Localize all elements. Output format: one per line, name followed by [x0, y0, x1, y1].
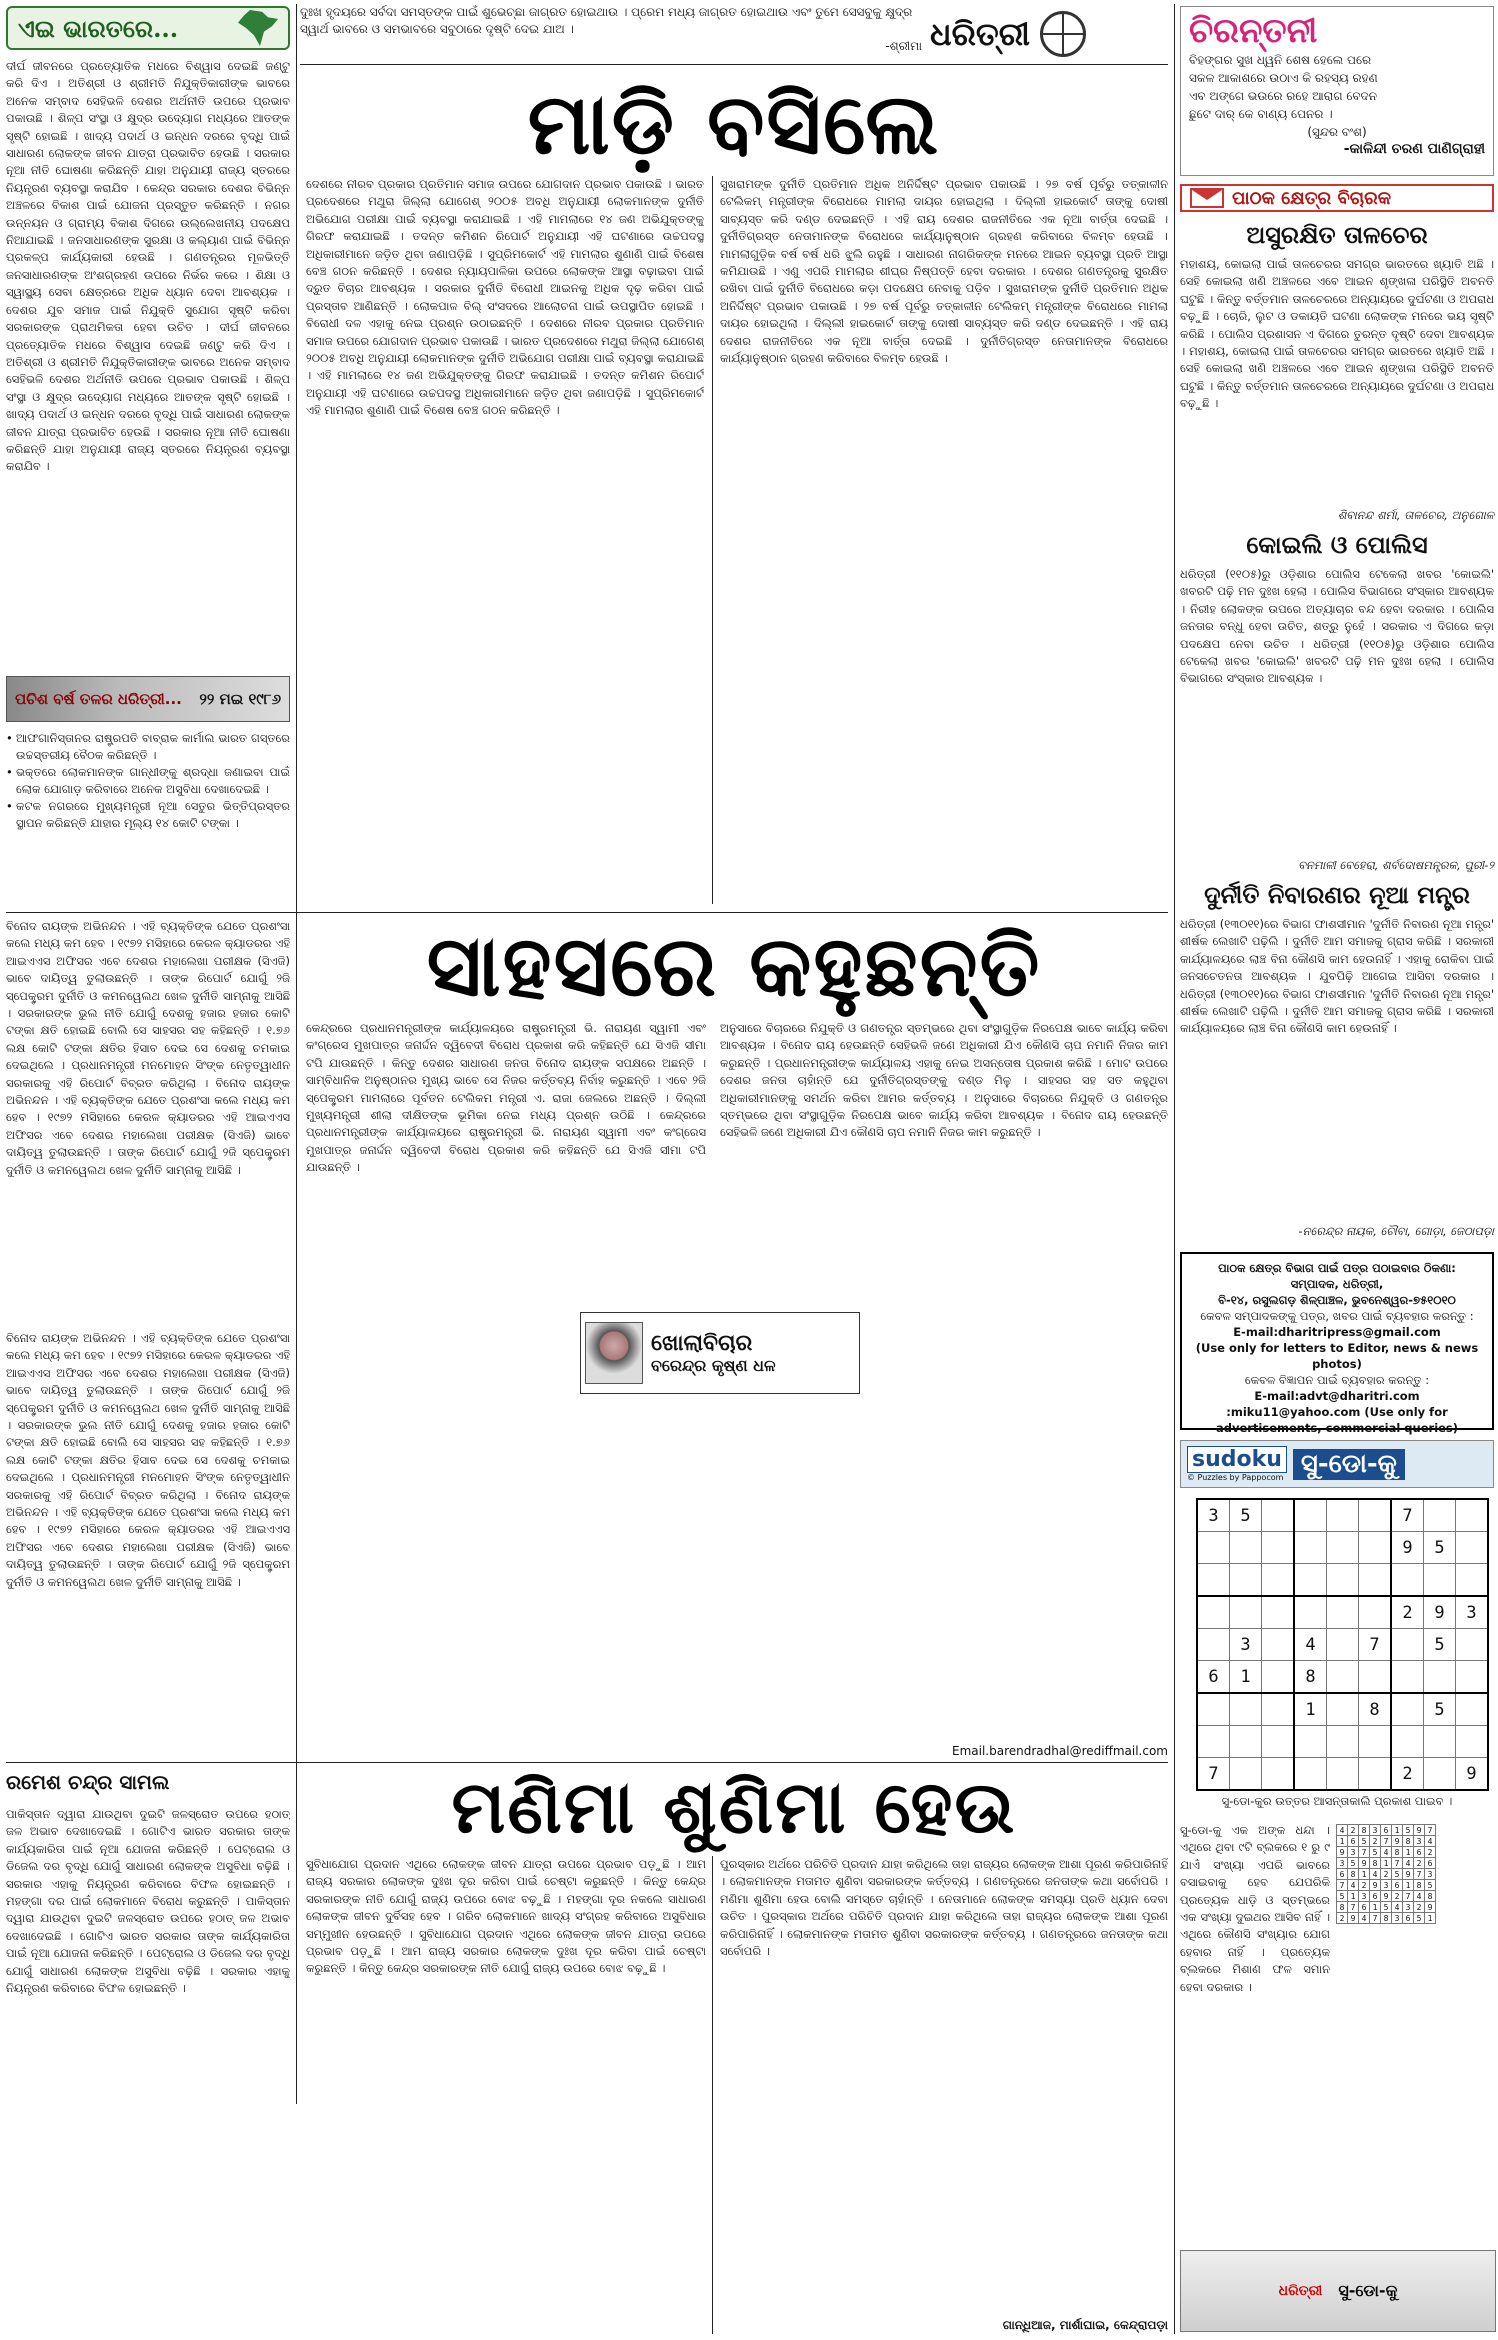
sudoku-cell[interactable] — [1262, 1758, 1295, 1791]
sudoku-cell[interactable]: 6 — [1197, 1661, 1230, 1694]
flashback-label: ପଚିଶ ବର୍ଷ ତଳର ଧରିତ୍ରୀ... — [15, 690, 182, 708]
answer-cell: 9 — [1403, 1869, 1414, 1880]
sudoku-row — [1197, 1758, 1488, 1791]
article2-col1-cont: ବିନୋଦ ରାୟଙ୍କ ଅଭିନନ୍ଦନ । ଏହି ବ୍ୟକ୍ତିଙ୍କ ଯେତେ ପ୍ରଶଂସା କଲେ ମଧ୍ୟ କମ ହେବ । ୧୯୭୨ ମସିହାରେ କେରଳ କ୍ୟାଡରର ଏହି ଆଇଏଏସ ଅଫିସର ଏବେ ଦେଶର ମହାଲେଖା ପରୀକ୍ଷକ (ସିଏଜି) ଭାବେ ଦାୟିତ୍ୱ ତୁଲାଉଛନ୍ତି । ତାଙ୍କ ରିପୋର୍ଟ ଯୋଗୁଁ ୨ଜି ସ୍ପେକ୍ଟ୍ରମ ଦୁର୍ନୀତି ଓ କମନୱେଲଥ ଖେଳ ଦୁର୍ନୀତି ସାମ୍ନାକୁ ଆସିଛି । ସରକାରଙ୍କ ଭୁଲ ନୀତି ଯୋଗୁଁ ଦେଶକୁ ହଜାର ହଜାର କୋଟି ଟଙ୍କା କ୍ଷତି ହୋଇଛି ବୋଲି ସେ ସାହସର ସହ କହିଛନ୍ତି । ୧.୭୬ ଲକ୍ଷ କୋଟି ଟଙ୍କା କ୍ଷତିର ହିସାବ ଦେଇ ସେ ଦେଶକୁ ଚମକାଇ ଦେଇଥିଲେ । ପ୍ରଧାନମନ୍ତ୍ରୀ ମନମୋହନ ସିଂଙ୍କ ନେତୃତ୍ୱାଧୀନ ସରକାରକୁ ଏହି ରିପୋର୍ଟ ବିବ୍ରତ କରିଥିଲା । ବିନୋଦ ରାୟଙ୍କ ଅଭିନନ୍ଦନ । ଏହି ବ୍ୟକ୍ତିଙ୍କ ଯେତେ ପ୍ରଶଂସା କଲେ ମଧ୍ୟ କମ ହେବ । ୧୯୭୨ ମସିହାରେ କେରଳ କ୍ୟାଡରର ଏହି ଆଇଏଏସ ଅଫିସର ଏବେ ଦେଶର ମହାଲେଖା ପରୀକ୍ଷକ (ସିଏଜି) ଭାବେ ଦାୟିତ୍ୱ ତୁଲାଉଛନ୍ତି । ତାଙ୍କ ରିପୋର୍ଟ ଯୋଗୁଁ ୨ଜି ସ୍ପେକ୍ଟ୍ରମ ଦୁର୍ନୀତି ଓ କମନୱେଲଥ ଖେଳ ଦୁର୍ନୀତି ସାମ୍ନାକୁ ଆସିଛି । — [6, 1331, 290, 1589]
sudoku-cell[interactable] — [1456, 1661, 1489, 1694]
contact-line: ପାଠକ କ୍ଷେତ୍ର ବିଭାଗ ପାଇଁ ପତ୍ର ପଠାଇବାର ଠିକଣା: — [1218, 1261, 1456, 1275]
sudoku-cell[interactable] — [1262, 1693, 1295, 1726]
quote-box — [300, 4, 922, 62]
sudoku-row — [1197, 1629, 1488, 1661]
answer-cell: 6 — [1359, 1902, 1370, 1913]
answer-cell: 5 — [1381, 1902, 1392, 1913]
sudoku-row — [1197, 1499, 1488, 1532]
answer-cell: 7 — [1348, 1902, 1359, 1913]
answer-cell: 2 — [1381, 1869, 1392, 1880]
sudoku-cell[interactable] — [1391, 1693, 1424, 1726]
answer-cell: 3 — [1403, 1902, 1414, 1913]
poem-author: -କାଳିନ୍ଦୀ ଚରଣ ପାଣିଗ୍ରାହୀ — [1343, 141, 1485, 157]
contact-email[interactable]: E-mail:dharitripress@gmail.com — [1233, 1325, 1441, 1339]
answer-cell: 5 — [1392, 1869, 1403, 1880]
answer-cell: 5 — [1370, 1847, 1381, 1858]
letter2-title: କୋଇଲି ଓ ପୋଲିସ — [1246, 530, 1428, 559]
answer-cell: 1 — [1337, 1836, 1348, 1847]
main-headline: ମାଡ଼ି ବସିଲେ — [527, 74, 941, 173]
sudoku-row — [1337, 1880, 1436, 1891]
answer-cell: 3 — [1392, 1913, 1403, 1924]
sudoku-cell[interactable]: 9 — [1391, 1532, 1424, 1564]
sudoku-cell[interactable]: 5 — [1424, 1532, 1456, 1564]
section-banner — [6, 6, 290, 50]
answer-cell: 1 — [1348, 1891, 1359, 1902]
sudoku-cell[interactable] — [1327, 1596, 1359, 1629]
answer-cell: 6 — [1370, 1891, 1381, 1902]
chirantani-title: ଚିରନ୍ତନୀ — [1189, 11, 1318, 51]
sudoku-cell[interactable] — [1327, 1532, 1359, 1564]
sudoku-cell[interactable]: 1 — [1230, 1661, 1262, 1694]
letter3-sign: -ନରେନ୍ଦ୍ର ନାୟକ, ଚୌବା, ଗୋଡ଼ା, ଜେଠାପଡ଼ା — [1298, 1224, 1494, 1238]
sudoku-cell[interactable]: 7 — [1359, 1629, 1392, 1661]
sudoku-cell[interactable] — [1262, 1629, 1295, 1661]
sudoku-cell[interactable] — [1359, 1661, 1392, 1694]
answer-cell: 7 — [1381, 1836, 1392, 1847]
sudoku-cell[interactable] — [1456, 1629, 1489, 1661]
sudoku-cell[interactable] — [1294, 1532, 1327, 1564]
sudoku-cell[interactable] — [1424, 1661, 1456, 1694]
pathaka-band — [1180, 184, 1494, 212]
answer-cell: 6 — [1414, 1847, 1425, 1858]
sudoku-header — [1180, 1440, 1494, 1488]
sudoku-row — [1337, 1902, 1436, 1913]
col3-article: ସୁଖରାମଙ୍କ ଦୁର୍ନୀତି ପ୍ରତିମାନ ଅଧିକ ଅନିର୍ଦ୍ଦିଷ୍ଟ ପ୍ରଭାବ ପକାଉଛି । ୨୭ ବର୍ଷ ପୂର୍ବରୁ ତତ୍କାଳୀନ ଟେଲିକମ୍ ମନ୍ତ୍ରୀଙ୍କ ବିରୋଧରେ ମାମଲା ଦାୟର ହୋଇଥିଲା । ଦିଲ୍ଲୀ ହାଇକୋର୍ଟ ତାଙ୍କୁ ଦୋଷୀ ସାବ୍ୟସ୍ତ କରି ଦଣ୍ଡ ଦେଇଛନ୍ତି । ଏହି ରାୟ ଦେଶର ରାଜନୀତିରେ ଏକ ନୂଆ ବାର୍ତ୍ତା ଦେଇଛି । ଦୁର୍ନୀତିଗ୍ରସ୍ତ ନେତାମାନଙ୍କ ବିରୋଧରେ କାର୍ଯ୍ୟାନୁଷ୍ଠାନ ଗ୍ରହଣ କରିବାରେ ବିଳମ୍ବ ହେଉଛି । ମାମଲାଗୁଡ଼ିକ ବର୍ଷ ବର୍ଷ ଧରି ଝୁଲି ରହୁଛି । ସାଧାରଣ ନାଗରିକଙ୍କ ମନରେ ଆଇନ ବ୍ୟବସ୍ଥା ପ୍ରତି ଆସ୍ଥା କମିଯାଉଛି । ଏଣୁ ଏପରି ମାମଲାର ଶୀଘ୍ର ନିଷ୍ପତ୍ତି ହେବା ଦରକାର । ଦେଶର ଗଣତନ୍ତ୍ରକୁ ସୁରକ୍ଷିତ ରଖିବା ପାଇଁ ଦୁର୍ନୀତି ବିରୋଧରେ କଡ଼ା ପଦକ୍ଷେପ ନେବାକୁ ପଡ଼ିବ । ସୁଖରାମଙ୍କ ଦୁର୍ନୀତି ପ୍ରତିମାନ ଅଧିକ ଅନିର୍ଦ୍ଦିଷ୍ଟ ପ୍ରଭାବ ପକାଉଛି । ୨୭ ବର୍ଷ ପୂର୍ବରୁ ତତ୍କାଳୀନ ଟେଲିକମ୍ ମନ୍ତ୍ରୀଙ୍କ ବିରୋଧରେ ମାମଲା ଦାୟର ହୋଇଥିଲା । ଦିଲ୍ଲୀ ହାଇକୋର୍ଟ ତାଙ୍କୁ ଦୋଷୀ ସାବ୍ୟସ୍ତ କରି ଦଣ୍ଡ ଦେଇଛନ୍ତି । ଏହି ରାୟ ଦେଶର ରାଜନୀତିରେ ଏକ ନୂଆ ବାର୍ତ୍ତା ଦେଇଛି । ଦୁର୍ନୀତିଗ୍ରସ୍ତ ନେତାମାନଙ୍କ ବିରୋଧରେ କାର୍ଯ୍ୟାନୁଷ୍ଠାନ ଗ୍ରହଣ କରିବାରେ ବିଳମ୍ବ ହେଉଛି । — [720, 177, 1168, 366]
sudoku-cell[interactable]: 7 — [1197, 1758, 1230, 1791]
letter1-title: ଅସୁରକ୍ଷିତ ତାଳଚେର — [1246, 220, 1428, 249]
poem-line: ବିହଙ୍ଗର ସୁଖ ଧ୍ୱନି ଶେଷ ହେଲେ ପରେ — [1189, 53, 1372, 67]
letter3-body: ଧରିତ୍ରୀ (୧୩୦୧୧)ରେ ବିଭାଗ ଫାଶସୀମାନ 'ଦୁର୍ନୀତି ନିବାରଣ ନୂଆ ମନ୍ତ୍ର' ଶୀର୍ଷକ ଲେଖାଟି ପଢ଼ିଲି । ଦୁର୍ନୀତି ଆମ ସମାଜକୁ ଗ୍ରାସ କରିଛି । ସରକାରୀ କାର୍ଯ୍ୟାଳୟରେ ଲାଞ୍ଚ ବିନା କୌଣସି କାମ ହେଉନାହିଁ । ଏହାକୁ ରୋକିବା ପାଇଁ ଜନସଚେତନତା ଆବଶ୍ୟକ । ଯୁବପିଢ଼ି ଆଗେଇ ଆସିବା ଦରକାର । ଧରିତ୍ରୀ (୧୩୦୧୧)ରେ ବିଭାଗ ଫାଶସୀମାନ 'ଦୁର୍ନୀତି ନିବାରଣ ନୂଆ ମନ୍ତ୍ର' ଶୀର୍ଷକ ଲେଖାଟି ପଢ଼ିଲି । ଦୁର୍ନୀତି ଆମ ସମାଜକୁ ଗ୍ରାସ କରିଛି । ସରକାରୀ କାର୍ଯ୍ୟାଳୟରେ ଲାଞ୍ଚ ବିନା କୌଣସି କାମ ହେଉନାହିଁ । — [1180, 917, 1494, 1036]
answer-cell: 5 — [1337, 1891, 1348, 1902]
answer-cell: 4 — [1403, 1858, 1414, 1869]
sudoku-cell[interactable]: 3 — [1230, 1629, 1262, 1661]
sudoku-cell[interactable] — [1294, 1499, 1327, 1532]
paper-name: ଧରିତ୍ରୀ — [930, 14, 1030, 53]
sudoku-cell[interactable] — [1456, 1532, 1489, 1564]
answer-cell: 6 — [1403, 1913, 1414, 1924]
answer-cell: 8 — [1414, 1880, 1425, 1891]
answer-cell: 8 — [1381, 1913, 1392, 1924]
answer-cell: 3 — [1414, 1836, 1425, 1847]
sudoku-cell[interactable] — [1359, 1564, 1392, 1597]
flashback-list — [6, 730, 290, 910]
sudoku-rules: ସୁ-ଡୋ-କୁ ଏକ ଅଙ୍କ ଧନ୍ଦା । ଏଥିରେ ଥିବା ୯ଟି ବ୍ଲକରେ ୧ ରୁ ୯ ଯାଏଁ ସଂଖ୍ୟା ଏପରି ଭାବରେ ବସାଇବାକୁ ହେବ ଯେପରିକି ପ୍ରତ୍ୟେକ ଧାଡ଼ି ଓ ସ୍ତମ୍ଭରେ ଏକ ସଂଖ୍ୟା ଦୁଇଥର ଆସିବ ନାହିଁ । ଏଥିରେ କୌଣସି ସଂଖ୍ୟାର ଯୋଗ ହେବାର ନାହିଁ । ପ୍ରତ୍ୟେକ ବ୍ଲକରେ ମିଶାଣ ଫଳ ସମାନ ହେବା ଦରକାର । — [1180, 1823, 1330, 1994]
wheel-icon — [1040, 11, 1086, 57]
letter2-sign: ବନମାଳୀ ବେହେରା, ଶର୍ବଦୋଷମନ୍ତ୍ରକ, ପୁରୀ-୨ — [1298, 858, 1494, 872]
sudoku-cell[interactable] — [1359, 1758, 1392, 1791]
sudoku-cell[interactable] — [1327, 1758, 1359, 1791]
answer-cell: 8 — [1403, 1836, 1414, 1847]
answer-cell: 5 — [1425, 1880, 1436, 1891]
sudoku-cell[interactable]: 5 — [1424, 1629, 1456, 1661]
answer-cell: 2 — [1348, 1825, 1359, 1836]
sudoku-cell[interactable] — [1327, 1564, 1359, 1597]
sudoku-cell[interactable]: 1 — [1294, 1693, 1327, 1726]
sudoku-cell[interactable] — [1327, 1726, 1359, 1758]
sudoku-cell[interactable] — [1262, 1532, 1295, 1564]
sudoku-cell[interactable] — [1359, 1726, 1392, 1758]
sudoku-cell[interactable] — [1456, 1564, 1489, 1597]
contact-line: (Use only for letters to Editor, news & news photos) — [1195, 1341, 1479, 1371]
answer-cell: 4 — [1359, 1913, 1370, 1924]
answer-cell: 3 — [1370, 1825, 1381, 1836]
sudoku-row — [1197, 1661, 1488, 1694]
article2-col3: ଅନୁସାରେ ବିଚାରରେ ନିଯୁକ୍ତି ଓ ଗଣତନ୍ତ୍ର ସ୍ତମ୍ଭରେ ଥିବା ସଂସ୍ଥାଗୁଡ଼ିକ ନିରପେକ୍ଷ ଭାବେ କାର୍ଯ୍ୟ କରିବା ଆବଶ୍ୟକ । ବିନୋଦ ରାୟ ହେଉଛନ୍ତି ସେହିଭଳି ଜଣେ ଅଧିକାରୀ ଯିଏ କୌଣସି ଚାପ ନମାନି ନିଜର କାମ କରୁଛନ୍ତି । ପ୍ରଧାନମନ୍ତ୍ରୀଙ୍କ କାର୍ଯ୍ୟାଳୟ ଏହାକୁ ନେଇ ଅସନ୍ତୋଷ ପ୍ରକାଶ କରିଛି । ମୋଟ ଉପରେ ଦେଶର ଜନତା ଚାହାଁନ୍ତି ଯେ ଦୁର୍ନୀତିଗ୍ରସ୍ତଙ୍କୁ ଦଣ୍ଡ ମିଳୁ । ସାହସର ସହ ସତ କହୁଥିବା ଅଧିକାରୀମାନଙ୍କୁ ସମର୍ଥନ କରିବା ଆମର କର୍ତ୍ତବ୍ୟ । ଅନୁସାରେ ବିଚାରରେ ନିଯୁକ୍ତି ଓ ଗଣତନ୍ତ୍ର ସ୍ତମ୍ଭରେ ଥିବା ସଂସ୍ଥାଗୁଡ଼ିକ ନିରପେକ୍ଷ ଭାବେ କାର୍ଯ୍ୟ କରିବା ଆବଶ୍ୟକ । ବିନୋଦ ରାୟ ହେଉଛନ୍ତି ସେହିଭଳି ଜଣେ ଅଧିକାରୀ ଯିଏ କୌଣସି ଚାପ ନମାନି ନିଜର କାମ କରୁଛନ୍ତି । — [720, 1021, 1168, 1140]
article3-dateline: ଗାନ୍ଧିଆଜ, ମାର୍ଶାଘାଇ, କେନ୍ଦ୍ରାପଡ଼ା — [1002, 2318, 1168, 2332]
answer-cell: 1 — [1425, 1913, 1436, 1924]
answer-cell: 9 — [1337, 1847, 1348, 1858]
sudoku-cell[interactable]: 5 — [1230, 1499, 1262, 1532]
sudoku-cell[interactable] — [1294, 1726, 1327, 1758]
sudoku-row — [1197, 1596, 1488, 1629]
author-photo — [585, 1322, 643, 1384]
answer-cell: 6 — [1381, 1825, 1392, 1836]
sudoku-cell[interactable] — [1262, 1661, 1295, 1694]
sudoku-brand-sub: © Puzzles by Pappocom — [1187, 1473, 1284, 1482]
answer-cell: 9 — [1425, 1902, 1436, 1913]
sudoku-cell[interactable] — [1424, 1758, 1456, 1791]
answer-cell: 7 — [1392, 1858, 1403, 1869]
sudoku-answer-wrap — [1336, 1824, 1436, 1924]
sudoku-cell[interactable]: 2 — [1391, 1758, 1424, 1791]
answer-cell: 2 — [1370, 1836, 1381, 1847]
sudoku-row — [1197, 1693, 1488, 1726]
paper-logo — [930, 4, 1145, 64]
article2-col2: କେନ୍ଦ୍ରରେ ପ୍ରଧାନମନ୍ତ୍ରୀଙ୍କ କାର୍ଯ୍ୟାଳୟରେ ରାଷ୍ଟ୍ରମନ୍ତ୍ରୀ ଭି. ନାରାୟଣ ସ୍ୱାମୀ ଏବଂ କଂଗ୍ରେସ ମୁଖପାତ୍ର ଜନାର୍ଦ୍ଦନ ଦ୍ୱିବେଦୀ ବିରୋଧ ପ୍ରକାଶ କରି କହିଛନ୍ତି ଯେ ସିଏଜି ସୀମା ଟପି ଯାଉଛନ୍ତି । କିନ୍ତୁ ଦେଶର ସାଧାରଣ ଜନତା ବିନୋଦ ରାୟଙ୍କ ସପକ୍ଷରେ ଅଛନ୍ତି । ସାମ୍ବିଧାନିକ ଅନୁଷ୍ଠାନର ମୁଖ୍ୟ ଭାବେ ସେ ନିଜର କର୍ତ୍ତବ୍ୟ ନିର୍ବାହ କରୁଛନ୍ତି । ଏବେ ୨ଜି ସ୍ପେକ୍ଟ୍ରମ ମାମଲାରେ ପୂର୍ବତନ ଟେଲିକମ ମନ୍ତ୍ରୀ ଏ. ରାଜା ଜେଲରେ ଅଛନ୍ତି । ଦିଲ୍ଲୀ ମୁଖ୍ୟମନ୍ତ୍ରୀ ଶୀଲା ଦୀକ୍ଷିତଙ୍କ ଭୂମିକା ନେଇ ମଧ୍ୟ ପ୍ରଶ୍ନ ଉଠିଛି । କେନ୍ଦ୍ରରେ ପ୍ରଧାନମନ୍ତ୍ରୀଙ୍କ କାର୍ଯ୍ୟାଳୟରେ ରାଷ୍ଟ୍ରମନ୍ତ୍ରୀ ଭି. ନାରାୟଣ ସ୍ୱାମୀ ଏବଂ କଂଗ୍ରେସ ମୁଖପାତ୍ର ଜନାର୍ଦ୍ଦନ ଦ୍ୱିବେଦୀ ବିରୋଧ ପ୍ରକାଶ କରି କହିଛନ୍ତି ଯେ ସିଏଜି ସୀମା ଟପି ଯାଉଛନ୍ତି । — [306, 1021, 706, 1175]
sudoku-cell[interactable] — [1359, 1532, 1392, 1564]
flashback-item: • କଟକ ନଗରରେ ମୁଖ୍ୟମନ୍ତ୍ରୀ ନୂଆ ସେତୁର ଭିତ୍ତିପ୍ରସ୍ତର ସ୍ଥାପନ କରିଛନ୍ତି ଯାହାର ମୂଲ୍ୟ ୧୪ କୋଟି ଟଙ୍କା । — [6, 798, 290, 832]
answer-cell: 2 — [1414, 1902, 1425, 1913]
sudoku-cell[interactable]: 2 — [1391, 1596, 1424, 1629]
answer-cell: 7 — [1359, 1847, 1370, 1858]
quote-author: -ଶ୍ରୀମା — [885, 39, 922, 53]
sudoku-cell[interactable] — [1197, 1532, 1230, 1564]
sudoku-cell[interactable]: 3 — [1456, 1596, 1489, 1629]
answer-cell: 5 — [1359, 1836, 1370, 1847]
article3-col1: ପାକିସ୍ତାନ ଦ୍ୱାରା ଯାଉଥିବା ଦୁଇଟି ଜଳସ୍ରୋତ ଉପରେ ହଠାତ୍ ଜଳ ଅଭାବ ଦେଖାଦେଇଛି । ଗୋଟିଏ ଭାରତ ସରକାର ତାଙ୍କ କାର୍ଯ୍ୟକାରିତା ପାଇଁ ନୂଆ ଯୋଜନା କରିଛନ୍ତି । ପେଟ୍ରୋଲ ଓ ଡିଜେଲ ଦର ବୃଦ୍ଧି ଯୋଗୁଁ ସାଧାରଣ ଲୋକଙ୍କ ଅସୁବିଧା ବଢ଼ିଛି । ସରକାର ଏହାକୁ ନିୟନ୍ତ୍ରଣ କରିବାରେ ବିଫଳ ହୋଇଛନ୍ତି । ମହଙ୍ଗା ଦର ପାଇଁ ଲୋକମାନେ ବିରୋଧ କରୁଛନ୍ତି । ପାକିସ୍ତାନ ଦ୍ୱାରା ଯାଉଥିବା ଦୁଇଟି ଜଳସ୍ରୋତ ଉପରେ ହଠାତ୍ ଜଳ ଅଭାବ ଦେଖାଦେଇଛି । ଗୋଟିଏ ଭାରତ ସରକାର ତାଙ୍କ କାର୍ଯ୍ୟକାରିତା ପାଇଁ ନୂଆ ଯୋଜନା କରିଛନ୍ତି । ପେଟ୍ରୋଲ ଓ ଡିଜେଲ ଦର ବୃଦ୍ଧି ଯୋଗୁଁ ସାଧାରଣ ଲୋକଙ୍କ ଅସୁବିଧା ବଢ଼ିଛି । ସରକାର ଏହାକୁ ନିୟନ୍ତ୍ରଣ କରିବାରେ ବିଫଳ ହୋଇଛନ୍ତି । — [6, 1807, 290, 1996]
answer-cell: 9 — [1414, 1825, 1425, 1836]
contact-box — [1180, 1252, 1494, 1435]
answer-cell: 4 — [1337, 1825, 1348, 1836]
letter2-body: ଧରିତ୍ରୀ (୧୧୦୫)ରୁ ଓଡ଼ିଶାର ପୋଲିସ ଟେକେଲା ଖବର 'କୋଇଲି' ଖବରଟି ପଢ଼ି ମନ ଦୁଃଖ ହେଲା । ପୋଲିସ ବିଭାଗରେ ସଂସ୍କାର ଆବଶ୍ୟକ । ନିରୀହ ଲୋକଙ୍କ ଉପରେ ଅତ୍ୟାଚାର ବନ୍ଦ ହେବା ଦରକାର । ପୋଲିସ ଜନତାର ବନ୍ଧୁ ହେବା ଉଚିତ, ଶତ୍ରୁ ନୁହେଁ । ସରକାର ଏ ଦିଗରେ କଡ଼ା ପଦକ୍ଷେପ ନେବା ଉଚିତ । ଧରିତ୍ରୀ (୧୧୦୫)ରୁ ଓଡ଼ିଶାର ପୋଲିସ ଟେକେଲା ଖବର 'କୋଇଲି' ଖବରଟି ପଢ଼ି ମନ ଦୁଃଖ ହେଲା । ପୋଲିସ ବିଭାଗରେ ସଂସ୍କାର ଆବଶ୍ୟକ । — [1180, 567, 1494, 686]
sudoku-grid-wrap — [1196, 1498, 1489, 1791]
quote-text: ଦୁଃଖ ହୃଦୟରେ ସର୍ବଦା ସମସ୍ତଙ୍କ ପାଇଁ ଶୁଭେଚ୍ଛା ଜାଗ୍ରତ ହୋଇଥାଉ । ପ୍ରେମ ମଧ୍ୟ ଜାଗ୍ରତ ହୋଇଥାଉ ଏବଂ ତୁମେ ସେସବୁକୁ କ୍ଷୁଦ୍ର ସ୍ୱାର୍ଥ ଭାବରେ ଓ ସମଭାବରେ ସବୁଠାରେ ଦୃଷ୍ଟି ଦେଇ ଯାଅ । — [300, 5, 913, 36]
answer-cell: 3 — [1337, 1858, 1348, 1869]
poem — [1189, 51, 1485, 141]
answer-cell: 9 — [1359, 1858, 1370, 1869]
sudoku-cell[interactable] — [1391, 1564, 1424, 1597]
answer-cell: 2 — [1392, 1891, 1403, 1902]
sudoku-cell[interactable]: 9 — [1456, 1758, 1489, 1791]
byline-name: ବରେନ୍ଦ୍ର କୃଷ୍ଣ ଧଳ — [651, 1356, 776, 1375]
sudoku-cell[interactable] — [1424, 1564, 1456, 1597]
sudoku-row — [1337, 1847, 1436, 1858]
answer-cell: 8 — [1370, 1858, 1381, 1869]
answer-cell: 7 — [1414, 1869, 1425, 1880]
sudoku-cell[interactable] — [1327, 1661, 1359, 1694]
flashback-box — [6, 676, 290, 722]
contact-line: କେବଳ ବିଜ୍ଞାପନ ପାଇଁ ବ୍ୟବହାର କରନ୍ତୁ : — [1244, 1373, 1430, 1387]
contact-line: ସମ୍ପାଦକ, ଧରିତ୍ରୀ, — [1290, 1277, 1384, 1291]
sudoku-cell[interactable] — [1456, 1693, 1489, 1726]
answer-cell: 9 — [1381, 1891, 1392, 1902]
contact-email[interactable]: E-mail:advt@dharitri.com — [1254, 1389, 1420, 1403]
sudoku-cell[interactable] — [1230, 1564, 1262, 1597]
poem-line: (ସୁନ୍ଦର ବଂଶ) — [1307, 125, 1367, 139]
sudoku-odia-title: ସୁ-ଡୋ-କୁ — [1293, 1449, 1405, 1480]
sudoku-cell[interactable] — [1230, 1532, 1262, 1564]
chirantani-box — [1180, 6, 1494, 176]
section-title: ଏଇ ଭାରତରେ... — [18, 13, 179, 43]
answer-cell: 4 — [1348, 1880, 1359, 1891]
answer-cell: 5 — [1403, 1825, 1414, 1836]
byline-title: ଖୋଲାବିଚାର — [651, 1330, 753, 1356]
letter1-sign: ଶିବାନନ୍ଦ ଶର୍ମା, ତାଳଚେର, ଅନୁଗୋଳ — [1337, 508, 1494, 522]
sudoku-cell[interactable] — [1197, 1629, 1230, 1661]
answer-cell: 3 — [1425, 1869, 1436, 1880]
byline-box — [580, 1312, 860, 1394]
ad-paper-name: ଧରିତ୍ରୀ — [1278, 2283, 1323, 2299]
answer-cell: 7 — [1337, 1880, 1348, 1891]
answer-cell: 4 — [1425, 1836, 1436, 1847]
sudoku-cell[interactable]: 8 — [1294, 1661, 1327, 1694]
article3-col2: ସୁବିଧାଯୋଗ ପ୍ରଦାନ ଏଥିରେ ଲୋକଙ୍କ ଜୀବନ ଯାତ୍ରା ଉପରେ ପ୍ରଭାବ ପଡ଼ୁଛି । ଆମ ରାଜ୍ୟ ସରକାର ଲୋକଙ୍କ ଦୁଃଖ ଦୂର କରିବା ପାଇଁ ଚେଷ୍ଟା କରୁଛନ୍ତି । କିନ୍ତୁ କେନ୍ଦ୍ର ସରକାରଙ୍କ ନୀତି ଯୋଗୁଁ ରାଜ୍ୟ ଉପରେ ବୋଝ ବଢ଼ୁଛି । ମହଙ୍ଗା ଦୂର ନକଲେ ସାଧାରଣ ଲୋକଙ୍କ ଜୀବନ ଦୁର୍ବିସହ ହେବ । ଗରିବ ଲୋକମାନେ ଖାଦ୍ୟ ସଂଗ୍ରହ କରିବାରେ ଅସୁବିଧାର ସମ୍ମୁଖୀନ ହେଉଛନ୍ତି । ସୁବିଧାଯୋଗ ପ୍ରଦାନ ଏଥିରେ ଲୋକଙ୍କ ଜୀବନ ଯାତ୍ରା ଉପରେ ପ୍ରଭାବ ପଡ଼ୁଛି । ଆମ ରାଜ୍ୟ ସରକାର ଲୋକଙ୍କ ଦୁଃଖ ଦୂର କରିବା ପାଇଁ ଚେଷ୍ଟା କରୁଛନ୍ତି । କିନ୍ତୁ କେନ୍ଦ୍ର ସରକାରଙ୍କ ନୀତି ଯୋଗୁଁ ରାଜ୍ୟ ଉପରେ ବୋଝ ବଢ଼ୁଛି । — [306, 1857, 706, 1976]
answer-cell: 9 — [1348, 1913, 1359, 1924]
sudoku-cell[interactable] — [1327, 1629, 1359, 1661]
answer-cell: 2 — [1359, 1880, 1370, 1891]
pathaka-label: ପାଠକ କ୍ଷେତ୍ର ବିଚାରକ — [1232, 187, 1392, 209]
sudoku-row — [1337, 1836, 1436, 1847]
sudoku-cell[interactable] — [1197, 1596, 1230, 1629]
sudoku-row — [1197, 1532, 1488, 1564]
answer-cell: 2 — [1337, 1913, 1348, 1924]
answer-cell: 6 — [1392, 1880, 1403, 1891]
article2-headline: ସାହସରେ କହୁଛନ୍ତି — [426, 916, 1042, 1015]
sudoku-cell[interactable]: 4 — [1294, 1629, 1327, 1661]
answer-cell: 6 — [1348, 1836, 1359, 1847]
sudoku-cell[interactable] — [1327, 1693, 1359, 1726]
sudoku-row — [1337, 1913, 1436, 1924]
sudoku-row — [1197, 1726, 1488, 1758]
india-map-icon — [238, 10, 278, 46]
author-email: Email.barendradhal@rediffmail.com — [952, 1744, 1168, 1758]
answer-cell: 8 — [1337, 1902, 1348, 1913]
sudoku-cell[interactable] — [1262, 1596, 1295, 1629]
sudoku-cell[interactable] — [1197, 1693, 1230, 1726]
answer-cell: 8 — [1359, 1825, 1370, 1836]
article3-col3: ପୁରସ୍କାର ଅର୍ଥରେ ପରିଚିତି ପ୍ରଦାନ ଯାହା କରିଥିଲେ ତାହା ରାଜ୍ୟର ଲୋକଙ୍କ ଆଶା ପୂରଣ କରିପାରିନାହିଁ । ଲୋକମାନଙ୍କ ମତାମତ ଶୁଣିବା ସରକାରଙ୍କ କର୍ତ୍ତବ୍ୟ । ଗଣତନ୍ତ୍ରରେ ଜନତାଙ୍କ କଥା ସର୍ବୋପରି । ମଣିମା ଶୁଣିମା ହେଉ ବୋଲି ସମସ୍ତେ ଚାହାଁନ୍ତି । ନେତାମାନେ ଲୋକଙ୍କ ସମସ୍ୟା ପ୍ରତି ଧ୍ୟାନ ଦେବା ଉଚିତ । ପୁରସ୍କାର ଅର୍ଥରେ ପରିଚିତି ପ୍ରଦାନ ଯାହା କରିଥିଲେ ତାହା ରାଜ୍ୟର ଲୋକଙ୍କ ଆଶା ପୂରଣ କରିପାରିନାହିଁ । ଲୋକମାନଙ୍କ ମତାମତ ଶୁଣିବା ସରକାରଙ୍କ କର୍ତ୍ତବ୍ୟ । ଗଣତନ୍ତ୍ରରେ ଜନତାଙ୍କ କଥା ସର୍ବୋପରି । — [720, 1857, 1168, 1959]
sudoku-cell[interactable] — [1359, 1596, 1392, 1629]
sudoku-cell[interactable] — [1327, 1499, 1359, 1532]
sudoku-cell[interactable] — [1456, 1726, 1489, 1758]
sudoku-cell[interactable]: 7 — [1391, 1499, 1424, 1532]
letter1-body: ମହାଶୟ, କୋଇଲା ପାଇଁ ତାଳଚେରର ସମଗ୍ର ଭାରତରେ ଖ୍ୟାତି ଅଛି । ସେହି କୋଇଲା ଖଣି ଅଞ୍ଚଳରେ ଏବେ ଆଇନ ଶୃଙ୍ଖଳା ପରିସ୍ଥିତି ଅବନତି ଘଟୁଛି । କିନ୍ତୁ ବର୍ତ୍ତମାନ ତାଳଚେରରେ ଅନ୍ୟାୟରେ ଦୁର୍ଘଟଣା ଓ ଅପରାଧ ବଢ଼ୁଛି । ଚୋରି, ଲୁଟ ଓ ଡକାୟତି ଘଟଣା ଲୋକଙ୍କ ମନରେ ଭୟ ସୃଷ୍ଟି କରିଛି । ପୋଲିସ ପ୍ରଶାସନ ଏ ଦିଗରେ ତୁରନ୍ତ ଦୃଷ୍ଟି ଦେବା ଆବଶ୍ୟକ । ମହାଶୟ, କୋଇଲା ପାଇଁ ତାଳଚେରର ସମଗ୍ର ଭାରତରେ ଖ୍ୟାତି ଅଛି । ସେହି କୋଇଲା ଖଣି ଅଞ୍ଚଳରେ ଏବେ ଆଇନ ଶୃଙ୍ଖଳା ପରିସ୍ଥିତି ଅବନତି ଘଟୁଛି । କିନ୍ତୁ ବର୍ତ୍ତମାନ ତାଳଚେରରେ ଅନ୍ୟାୟରେ ଦୁର୍ଘଟଣା ଓ ଅପରାଧ ବଢ଼ୁଛି । — [1180, 257, 1494, 411]
answer-cell: 7 — [1425, 1825, 1436, 1836]
answer-cell: 9 — [1370, 1880, 1381, 1891]
sudoku-cell[interactable] — [1391, 1726, 1424, 1758]
sudoku-cell[interactable] — [1294, 1564, 1327, 1597]
ad-title: ସୁ-ଡୋ-କୁ — [1338, 2281, 1398, 2300]
contact-line: କେବଳ ସମ୍ପାଦକଙ୍କୁ ପତ୍ର, ଖବର ପାଇଁ ବ୍ୟବହାର କରନ୍ତୁ : — [1200, 1309, 1474, 1323]
sudoku-cell[interactable]: 5 — [1424, 1693, 1456, 1726]
answer-cell: 1 — [1359, 1869, 1370, 1880]
sudoku-cell[interactable] — [1424, 1499, 1456, 1532]
answer-cell: 3 — [1359, 1891, 1370, 1902]
answer-cell: 1 — [1381, 1858, 1392, 1869]
col1-article: ଦୀର୍ଘ ଜୀବନରେ ପ୍ରତ୍ୟୋତିକ ମଧରେ ବିଶ୍ୱାସ ଦେଇଛି ଜଣ୍ଟୁ କରି ଦିଏ । ଅତିଶ୍ରୀ ଓ ଶ୍ରୀମତି ନିଯୁକ୍ତିକାରୀଙ୍କ ଭାବରେ ଅନେକ ସମ୍ବାଦ ସେହିଭଳି ଦେଶର ଅର୍ଥନୀତି ଉପରେ ପ୍ରଭାବ ପକାଉଛି । ଶିଳ୍ପ ସଂସ୍ଥା ଓ କ୍ଷୁଦ୍ର ଉଦ୍ୟୋଗ ମଧ୍ୟରେ ଆତଙ୍କ ସୃଷ୍ଟି ହୋଇଛି । ଖାଦ୍ୟ ପଦାର୍ଥ ଓ ଇନ୍ଧନ ଦରରେ ବୃଦ୍ଧି ପାଇଁ ସାଧାରଣ ଲୋକଙ୍କ ଜୀବନ ଯାତ୍ରା ପ୍ରଭାବିତ ହେଉଛି । ସରକାର ନୂଆ ନୀତି ଘୋଷଣା କରିଛନ୍ତି ଯାହା ଅନୁଯାୟୀ ରାଜ୍ୟ ସ୍ତରରେ ନିୟନ୍ତ୍ରଣ ବ୍ୟବସ୍ଥା କରାଯିବ । କେନ୍ଦ୍ର ସରକାର ଦେଶର ବିଭିନ୍ନ ଅଞ୍ଚଳରେ ବିକାଶ ପାଇଁ ଯୋଜନା ପ୍ରସ୍ତୁତ କରିଛନ୍ତି । ନଗର ଉନ୍ନୟନ ଓ ଗ୍ରାମ୍ୟ ବିକାଶ ଦିଗରେ ଉଲ୍ଲେଖନୀୟ ପଦକ୍ଷେପ ନିଆଯାଇଛି । ଜନସାଧାରଣଙ୍କ ସୁରକ୍ଷା ଓ କଲ୍ୟାଣ ପାଇଁ ବିଭିନ୍ନ ପ୍ରକଳ୍ପ କାର୍ଯ୍ୟକାରୀ ହେଉଛି । ଗଣତନ୍ତ୍ରର ମୂଳଭିତ୍ତି ଜନସାଧାରଣଙ୍କ ଅଂଶଗ୍ରହଣ ଉପରେ ନିର୍ଭର କରେ । ଶିକ୍ଷା ଓ ସ୍ୱାସ୍ଥ୍ୟ ସେବା କ୍ଷେତ୍ରରେ ଅଧିକ ଧ୍ୟାନ ଦେବା ଆବଶ୍ୟକ । ଦେଶର ଯୁବ ସମାଜ ପାଇଁ ନିଯୁକ୍ତି ସୁଯୋଗ ସୃଷ୍ଟି କରିବା ସରକାରଙ୍କ ପ୍ରାଥମିକତା ହେବା ଉଚିତ । ଦୀର୍ଘ ଜୀବନରେ ପ୍ରତ୍ୟୋତିକ ମଧରେ ବିଶ୍ୱାସ ଦେଇଛି ଜଣ୍ଟୁ କରି ଦିଏ । ଅତିଶ୍ରୀ ଓ ଶ୍ରୀମତି ନିଯୁକ୍ତିକାରୀଙ୍କ ଭାବରେ ଅନେକ ସମ୍ବାଦ ସେହିଭଳି ଦେଶର ଅର୍ଥନୀତି ଉପରେ ପ୍ରଭାବ ପକାଉଛି । ଶିଳ୍ପ ସଂସ୍ଥା ଓ କ୍ଷୁଦ୍ର ଉଦ୍ୟୋଗ ମଧ୍ୟରେ ଆତଙ୍କ ସୃଷ୍ଟି ହୋଇଛି । ଖାଦ୍ୟ ପଦାର୍ଥ ଓ ଇନ୍ଧନ ଦରରେ ବୃଦ୍ଧି ପାଇଁ ସାଧାରଣ ଲୋକଙ୍କ ଜୀବନ ଯାତ୍ରା ପ୍ରଭାବିତ ହେଉଛି । ସରକାର ନୂଆ ନୀତି ଘୋଷଣା କରିଛନ୍ତି ଯାହା ଅନୁଯାୟୀ ରାଜ୍ୟ ସ୍ତରରେ ନିୟନ୍ତ୍ରଣ ବ୍ୟବସ୍ଥା କରାଯିବ । — [6, 59, 290, 474]
contact-line: ବି-୧୪, ରସୁଲଗଡ଼ ଶିଳ୍ପାଞ୍ଚଳ, ଭୁବନେଶ୍ୱର-୭୫୧୦୧୦ — [1218, 1293, 1456, 1307]
sudoku-cell[interactable]: 8 — [1359, 1693, 1392, 1726]
answer-cell: 2 — [1425, 1847, 1436, 1858]
answer-cell: 1 — [1370, 1902, 1381, 1913]
answer-cell: 4 — [1392, 1902, 1403, 1913]
answer-cell: 7 — [1370, 1913, 1381, 1924]
answer-cell: 2 — [1414, 1858, 1425, 1869]
answer-cell: 7 — [1403, 1891, 1414, 1902]
sudoku-cell[interactable] — [1294, 1596, 1327, 1629]
answer-cell: 9 — [1392, 1836, 1403, 1847]
answer-cell: 8 — [1392, 1847, 1403, 1858]
flashback-item: • ଭକ୍ତରେ ଲୋକମାନଙ୍କ ଗାନ୍ଧୀଙ୍କୁ ଶ୍ରଦ୍ଧା ଜଣାଇବା ପାଇଁ ଲୋକ ଯୋଗାଡ଼ କରିବାରେ ଅନେକ ଅସୁବିଧା ଦେଖାଦେଇଛି । — [6, 764, 290, 798]
sudoku-cell[interactable] — [1197, 1726, 1230, 1758]
sudoku-cell[interactable] — [1230, 1726, 1262, 1758]
sudoku-brand: sudoku — [1187, 1446, 1287, 1473]
sudoku-cell[interactable] — [1391, 1629, 1424, 1661]
sudoku-cell[interactable] — [1424, 1726, 1456, 1758]
sudoku-cell[interactable] — [1294, 1758, 1327, 1791]
sudoku-cell[interactable] — [1230, 1596, 1262, 1629]
answer-cell: 8 — [1348, 1869, 1359, 1880]
answer-cell: 6 — [1425, 1858, 1436, 1869]
sudoku-row — [1337, 1858, 1436, 1869]
answer-cell: 5 — [1414, 1913, 1425, 1924]
poem-line: ସକଳ ଆକାଶରେ ଉଠାଏ କି ରହସ୍ୟ ରହଣ — [1189, 71, 1378, 85]
sudoku-cell[interactable] — [1230, 1758, 1262, 1791]
answer-cell: 4 — [1414, 1891, 1425, 1902]
answer-cell: 5 — [1348, 1858, 1359, 1869]
sudoku-row — [1337, 1891, 1436, 1902]
envelope-icon — [1190, 188, 1224, 208]
sudoku-cell[interactable] — [1230, 1693, 1262, 1726]
sudoku-cell[interactable] — [1262, 1726, 1295, 1758]
col2-article: ଦେଶରେ ନୀରବ ପ୍ରକାର ପ୍ରତିମାନ ସମାଜ ଉପରେ ଯୋଗଦାନ ପ୍ରଭାବ ପକାଉଛି । ଭାରତ ପ୍ରଦେଶରେ ମଥୁରା ଜିଲ୍ଲା ଯୋଗେଶ୍ ୨୦୦୫ ଅବଧି ଅନୁଯାୟୀ ଲୋକମାନଙ୍କ ଦୁର୍ନୀତି ଅଭିଯୋଗ ପରୀକ୍ଷା ପାଇଁ ବ୍ୟବସ୍ଥା କରାଯାଇଛି । ଏହି ମାମଲାରେ ୧୪ ଜଣ ଅଭିଯୁକ୍ତଙ୍କୁ ଗିରଫ କରାଯାଇଛି । ତଦନ୍ତ କମିଶନ ରିପୋର୍ଟ ଅନୁଯାୟୀ ଏହି ଘଟଣାରେ ଉଚ୍ଚପଦସ୍ଥ ଅଧିକାରୀମାନେ ଜଡ଼ିତ ଥିବା ଜଣାପଡ଼ିଛି । ସୁପ୍ରିମକୋର୍ଟ ଏହି ମାମଲାର ଶୁଣାଣି ପାଇଁ ବିଶେଷ ବେଞ୍ଚ ଗଠନ କରିଛନ୍ତି । ଦେଶର ନ୍ୟାୟପାଳିକା ଉପରେ ଲୋକଙ୍କ ଆସ୍ଥା ବଢ଼ାଇବା ପାଇଁ ଦ୍ରୁତ ବିଚାର ଆବଶ୍ୟକ । ସରକାର ଦୁର୍ନୀତି ବିରୋଧୀ ଆଇନକୁ ଅଧିକ ଦୃଢ଼ କରିବା ପାଇଁ ପ୍ରସ୍ତାବ ଆଣିଛନ୍ତି । ଲୋକପାଳ ବିଲ୍ ସଂସଦରେ ଆଲୋଚନା ପାଇଁ ଉପସ୍ଥାପିତ ହୋଇଛି । ବିରୋଧୀ ଦଳ ଏହାକୁ ନେଇ ପ୍ରଶ୍ନ ଉଠାଇଛନ୍ତି । ଦେଶରେ ନୀରବ ପ୍ରକାର ପ୍ରତିମାନ ସମାଜ ଉପରେ ଯୋଗଦାନ ପ୍ରଭାବ ପକାଉଛି । ଭାରତ ପ୍ରଦେଶରେ ମଥୁରା ଜିଲ୍ଲା ଯୋଗେଶ୍ ୨୦୦୫ ଅବଧି ଅନୁଯାୟୀ ଲୋକମାନଙ୍କ ଦୁର୍ନୀତି ଅଭିଯୋଗ ପରୀକ୍ଷା ପାଇଁ ବ୍ୟବସ୍ଥା କରାଯାଇଛି । ଏହି ମାମଲାରେ ୧୪ ଜଣ ଅଭିଯୁକ୍ତଙ୍କୁ ଗିରଫ କରାଯାଇଛି । ତଦନ୍ତ କମିଶନ ରିପୋର୍ଟ ଅନୁଯାୟୀ ଏହି ଘଟଣାରେ ଉଚ୍ଚପଦସ୍ଥ ଅଧିକାରୀମାନେ ଜଡ଼ିତ ଥିବା ଜଣାପଡ଼ିଛି । ସୁପ୍ରିମକୋର୍ଟ ଏହି ମାମଲାର ଶୁଣାଣି ପାଇଁ ବିଶେଷ ବେଞ୍ଚ ଗଠନ କରିଛନ୍ତି । — [306, 177, 704, 418]
sudoku-cell[interactable]: 9 — [1424, 1596, 1456, 1629]
sudoku-cell[interactable] — [1262, 1564, 1295, 1597]
answer-cell: 4 — [1381, 1847, 1392, 1858]
ad-banner[interactable] — [1180, 2250, 1496, 2332]
answer-cell: 1 — [1392, 1825, 1403, 1836]
article3-author: ରମେଶ ଚନ୍ଦ୍ର ସାମଲ — [6, 1770, 170, 1794]
letter3-title: ଦୁର୍ନୀତି ନିବାରଣର ନୂଆ ମନ୍ତ୍ର — [1204, 880, 1470, 909]
answer-cell: 8 — [1425, 1891, 1436, 1902]
answer-cell: 6 — [1337, 1869, 1348, 1880]
sudoku-note: ସୁ-ଡୋ-କୁର ଉତ୍ତର ଆସନ୍ତାକାଲି ପ୍ରକାଶ ପାଇବ । — [1221, 1794, 1453, 1808]
sudoku-cell[interactable] — [1456, 1499, 1489, 1532]
answer-cell: 1 — [1403, 1880, 1414, 1891]
sudoku-cell[interactable] — [1359, 1499, 1392, 1532]
sudoku-cell[interactable] — [1197, 1564, 1230, 1597]
sudoku-cell[interactable] — [1262, 1499, 1295, 1532]
answer-cell: 3 — [1348, 1847, 1359, 1858]
sudoku-cell[interactable]: 3 — [1197, 1499, 1230, 1532]
sudoku-cell[interactable] — [1391, 1661, 1424, 1694]
article3-headline: ମଣିମା ଶୁଣିମା ହେଉ — [451, 1764, 1017, 1849]
poem-line: ଛୁଟେ ଦାର୍ କେ ବାଣ୍ୟ ପେନର । — [1189, 107, 1333, 121]
sudoku-row — [1197, 1564, 1488, 1597]
flashback-item: • ଆଫଗାନିସ୍ତାନର ରାଷ୍ଟ୍ରପତି ବାବ୍ରାକ କାର୍ମାଲ ଭାରତ ଗସ୍ତରେ ଉଚ୍ଚସ୍ତରୀୟ ବୈଠକ କରିଛନ୍ତି । — [6, 730, 290, 764]
flashback-date: ୨୨ ମଇ ୧୯୮୬ — [199, 690, 281, 708]
answer-cell: 1 — [1403, 1847, 1414, 1858]
contact-line: :miku11@yahoo.com (Use only for advertisements, commercial queries) — [1215, 1405, 1459, 1435]
sudoku-row — [1337, 1869, 1436, 1880]
poem-line: ଏବ ଅଙ୍ଗେ ଭଉରେ ରହେ ଆରାଗ ବେଦନ — [1189, 89, 1378, 103]
sudoku-grid[interactable] — [1196, 1498, 1489, 1791]
sudoku-row — [1337, 1825, 1436, 1836]
answer-cell: 3 — [1381, 1880, 1392, 1891]
sudoku-answer-grid — [1336, 1824, 1436, 1924]
answer-cell: 4 — [1370, 1869, 1381, 1880]
article2-col1: ବିନୋଦ ରାୟଙ୍କ ଅଭିନନ୍ଦନ । ଏହି ବ୍ୟକ୍ତିଙ୍କ ଯେତେ ପ୍ରଶଂସା କଲେ ମଧ୍ୟ କମ ହେବ । ୧୯୭୨ ମସିହାରେ କେରଳ କ୍ୟାଡରର ଏହି ଆଇଏଏସ ଅଫିସର ଏବେ ଦେଶର ମହାଲେଖା ପରୀକ୍ଷକ (ସିଏଜି) ଭାବେ ଦାୟିତ୍ୱ ତୁଲାଉଛନ୍ତି । ତାଙ୍କ ରିପୋର୍ଟ ଯୋଗୁଁ ୨ଜି ସ୍ପେକ୍ଟ୍ରମ ଦୁର୍ନୀତି ଓ କମନୱେଲଥ ଖେଳ ଦୁର୍ନୀତି ସାମ୍ନାକୁ ଆସିଛି । ସରକାରଙ୍କ ଭୁଲ ନୀତି ଯୋଗୁଁ ଦେଶକୁ ହଜାର ହଜାର କୋଟି ଟଙ୍କା କ୍ଷତି ହୋଇଛି ବୋଲି ସେ ସାହସର ସହ କହିଛନ୍ତି । ୧.୭୬ ଲକ୍ଷ କୋଟି ଟଙ୍କା କ୍ଷତିର ହିସାବ ଦେଇ ସେ ଦେଶକୁ ଚମକାଇ ଦେଇଥିଲେ । ପ୍ରଧାନମନ୍ତ୍ରୀ ମନମୋହନ ସିଂଙ୍କ ନେତୃତ୍ୱାଧୀନ ସରକାରକୁ ଏହି ରିପୋର୍ଟ ବିବ୍ରତ କରିଥିଲା । ବିନୋଦ ରାୟଙ୍କ ଅଭିନନ୍ଦନ । ଏହି ବ୍ୟକ୍ତିଙ୍କ ଯେତେ ପ୍ରଶଂସା କଲେ ମଧ୍ୟ କମ ହେବ । ୧୯୭୨ ମସିହାରେ କେରଳ କ୍ୟାଡରର ଏହି ଆଇଏଏସ ଅଫିସର ଏବେ ଦେଶର ମହାଲେଖା ପରୀକ୍ଷକ (ସିଏଜି) ଭାବେ ଦାୟିତ୍ୱ ତୁଲାଉଛନ୍ତି । ତାଙ୍କ ରିପୋର୍ଟ ଯୋଗୁଁ ୨ଜି ସ୍ପେକ୍ଟ୍ରମ ଦୁର୍ନୀତି ଓ କମନୱେଲଥ ଖେଳ ଦୁର୍ନୀତି ସାମ୍ନାକୁ ଆସିଛି । — [6, 919, 290, 1177]
